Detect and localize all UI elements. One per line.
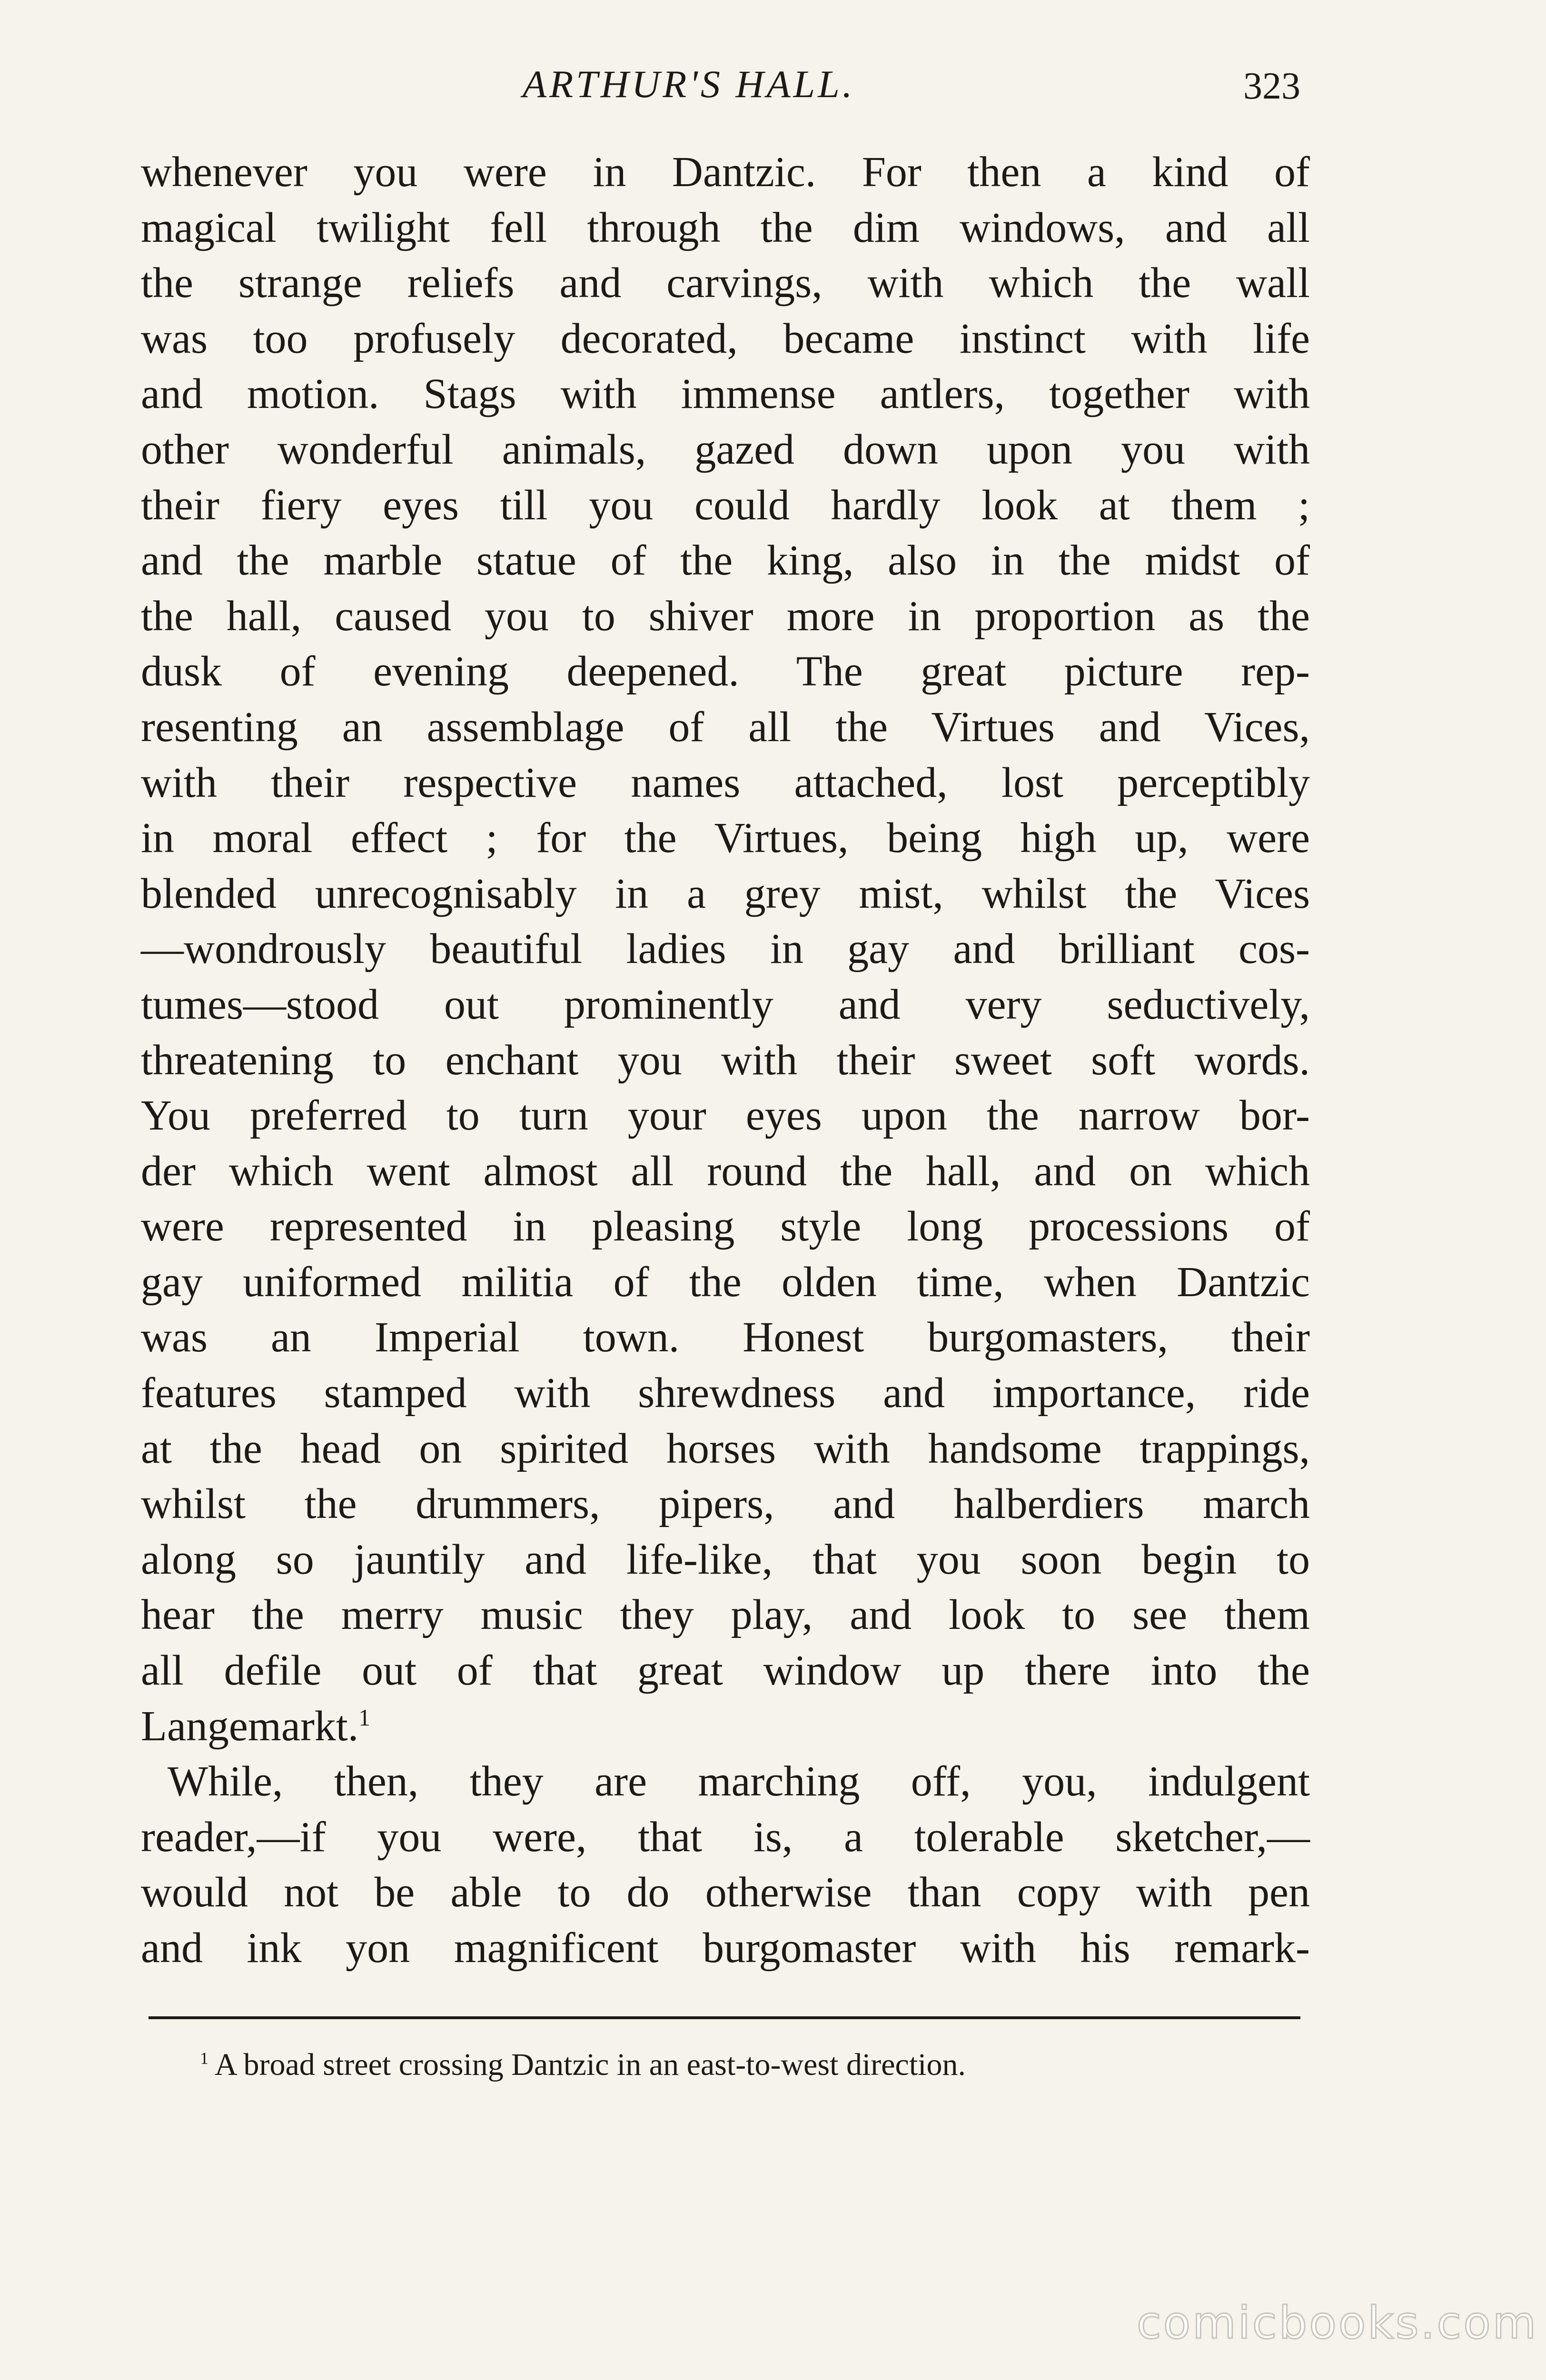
watermark: comicbooks.com [1137, 2297, 1538, 2349]
body-text [141, 145, 1310, 1976]
page-number: 323 [1243, 65, 1300, 107]
text-line [141, 1699, 1310, 1755]
text-line: hear the merry music they play, and look to see them [141, 1591, 1310, 1639]
text-line: in moral effect ; for the Virtues, being high up, were [141, 814, 1310, 862]
footnote [200, 2047, 966, 2083]
text-line: threatening to enchant you with their sweet soft words. [141, 1036, 1310, 1084]
text-line: whilst the drummers, pipers, and halberdiers march [141, 1480, 1310, 1528]
text-line: and motion. Stags with immense antlers, together with [141, 370, 1310, 418]
text-line: —wondrously beautiful ladies in gay and brilliant cos- [141, 925, 1310, 973]
text-line: was an Imperial town. Honest burgomasters, their [141, 1314, 1310, 1361]
text-line: with their respective names attached, lost perceptibly [141, 759, 1310, 806]
text-line: You preferred to turn your eyes upon the narrow bor- [141, 1092, 1310, 1140]
text-line: would not be able to do otherwise than copy with pen [141, 1869, 1310, 1916]
text-line: the hall, caused you to shiver more in proportion as the [141, 592, 1310, 640]
footnote-divider [149, 2016, 1300, 2019]
text-line: reader,—if you were, that is, a tolerable sketcher,— [141, 1813, 1310, 1861]
footnote-marker: 1 [200, 2049, 209, 2068]
text-line: at the head on spirited horses with handsome trappings, [141, 1425, 1310, 1472]
text-line: and ink yon magnificent burgomaster with his remark- [141, 1924, 1310, 1972]
text-line: were represented in pleasing style long processions of [141, 1203, 1310, 1250]
text-line: gay uniformed militia of the olden time, when Dantzic [141, 1258, 1310, 1306]
text-line: and the marble statue of the king, also in the midst of [141, 537, 1310, 585]
text-line: all defile out of that great window up there into the [141, 1647, 1310, 1695]
text-line: blended unrecognisably in a grey mist, whilst the Vices [141, 870, 1310, 917]
text-line: their fiery eyes till you could hardly look at them ; [141, 481, 1310, 529]
text-line: dusk of evening deepened. The great picture rep- [141, 648, 1310, 695]
text-line: While, then, they are marching off, you, indulgent [168, 1758, 1310, 1805]
text-line: magical twilight fell through the dim windows, and all [141, 204, 1310, 251]
text-line: was too profusely decorated, became instinct with life [141, 315, 1310, 362]
text-line: whenever you were in Dantzic. For then a kind of [141, 149, 1310, 196]
footnote-text: A broad street crossing Dantzic in an east-to-west direction. [215, 2047, 966, 2082]
text-line: features stamped with shrewdness and importance, ride [141, 1369, 1310, 1417]
text-line-content: Langemarkt. [141, 1702, 359, 1750]
text-line: the strange reliefs and carvings, with which the wall [141, 259, 1310, 307]
text-line: der which went almost all round the hall, and on which [141, 1147, 1310, 1195]
footnote-reference: 1 [358, 1704, 371, 1731]
text-line: along so jauntily and life-like, that you soon begin to [141, 1536, 1310, 1583]
text-line: resenting an assemblage of all the Virtues and Vices, [141, 703, 1310, 751]
text-line: tumes—stood out prominently and very seductively, [141, 981, 1310, 1028]
running-title: ARTHUR'S HALL. [523, 62, 855, 106]
text-line: other wonderful animals, gazed down upon you with [141, 426, 1310, 473]
